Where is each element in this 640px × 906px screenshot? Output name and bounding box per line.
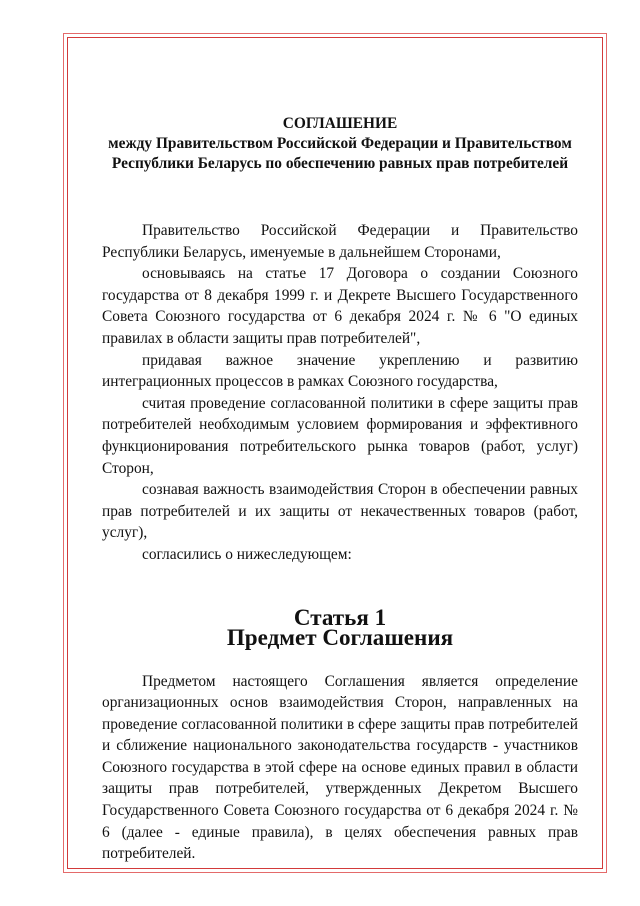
article-1-number: Статья 1 xyxy=(293,603,387,630)
article-1-heading xyxy=(102,603,578,650)
preamble-paragraph: сознавая важность взаимодействия Сторон в обеспечении равных прав потребителей и их защиты от некачественных товаров (работ, услуг), xyxy=(102,481,578,542)
preamble-paragraph: считая проведение согласованной политики в сфере защиты прав потребителей необходимым условием формирования и эффективного функционирования потребительского рынка товаров (работ, услуг) Сторон, xyxy=(102,394,578,477)
agreement-title: СОГЛАШЕНИЕ xyxy=(282,115,398,132)
article-1-title: Предмет Соглашения xyxy=(226,623,454,650)
preamble-paragraph: согласились о нижеследующем: xyxy=(142,545,352,563)
preamble-paragraph: Правительство Российской Федерации и Правительство Республики Беларусь, именуемые в дальнейшем Сторонами, xyxy=(102,222,578,261)
preamble-paragraph: придавая важное значение укреплению и развитию интеграционных процессов в рамках Союзного государства, xyxy=(102,351,578,391)
agreement-heading xyxy=(102,114,578,174)
agreement-subtitle-line1: между Правительством Российской Федерации и Правительством xyxy=(108,135,572,152)
document-body xyxy=(102,114,578,865)
agreement-subtitle-line2: Республики Беларусь по обеспечению равных прав потребителей xyxy=(111,155,569,172)
preamble-paragraph: основываясь на статье 17 Договора о создании Союзного государства от 8 декабря 1999 г. и Декрете Высшего Государственного Совета Союзного государства от 6 декабря 2024 г. № 6 "О единых правилах в области защиты прав потребителей", xyxy=(102,265,578,347)
article-1-text: Предметом настоящего Соглашения является определение организационных основ взаимодействия Сторон, направленных на проведение согласованной политики в сфере защиты прав потребителей и сближение национального законодательства государств - участников Союзного государства в этой сфере на основе единых правил в области защиты прав потребителей, утвержденных Декретом Высшего Государственного Совета Союзного государства от 6 декабря 2024 г. № 6 (далее - единые правила), в целях обеспечения равных прав потребителей. xyxy=(102,672,578,863)
